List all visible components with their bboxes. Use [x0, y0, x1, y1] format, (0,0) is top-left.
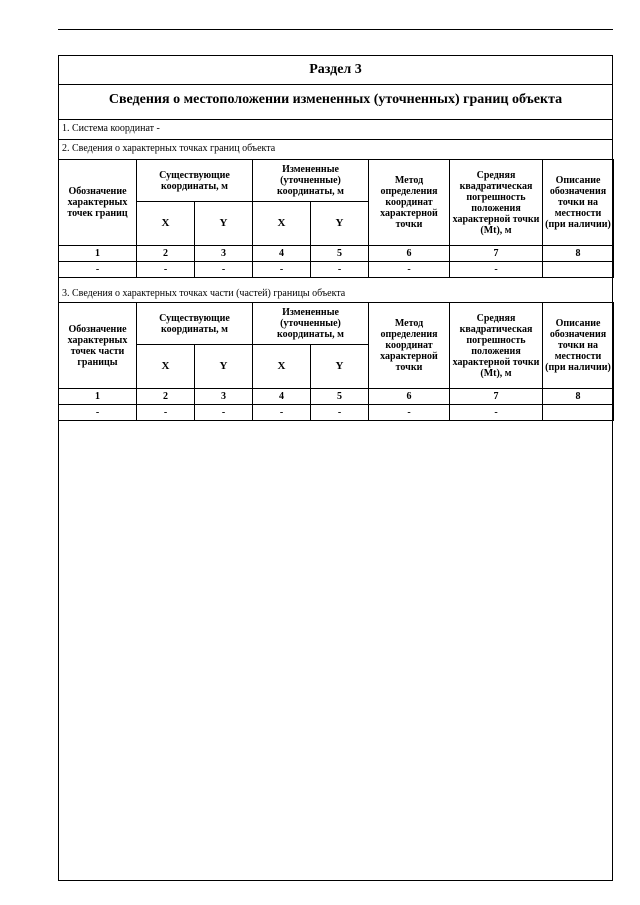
column-number: 1 — [59, 389, 137, 405]
column-number: 6 — [369, 389, 450, 405]
section-title: Раздел 3 — [309, 62, 362, 77]
table-row — [59, 262, 614, 278]
table-cell — [543, 262, 614, 278]
header-x-changed: X — [253, 345, 311, 389]
table-cell: - — [311, 405, 369, 421]
table-cell: - — [450, 405, 543, 421]
header-designation: Обозначение характерных точек границ — [59, 160, 137, 246]
header-y-existing: Y — [195, 345, 253, 389]
header-x-changed: X — [253, 202, 311, 246]
header-y-existing: Y — [195, 202, 253, 246]
column-number: 8 — [543, 389, 614, 405]
header-y-changed: Y — [311, 345, 369, 389]
table-cell — [543, 405, 614, 421]
table-cell: - — [369, 405, 450, 421]
column-number: 8 — [543, 246, 614, 262]
table-cell: - — [253, 405, 311, 421]
column-number: 5 — [311, 389, 369, 405]
header-error: Средняя квадратическая погрешность положения характерной точки (Mt), м — [450, 160, 543, 246]
divider — [59, 139, 612, 140]
column-number: 2 — [137, 246, 195, 262]
header-method: Метод определения координат характерной точки — [369, 303, 450, 389]
table2 — [58, 302, 614, 421]
header-x-existing: X — [137, 345, 195, 389]
header-rule — [58, 29, 613, 30]
header-description: Описание обозначения точки на местности (при наличии) — [543, 303, 614, 389]
column-number-row — [59, 389, 614, 405]
table1 — [58, 159, 614, 278]
table-cell: - — [195, 262, 253, 278]
table-cell: - — [450, 262, 543, 278]
table-cell: - — [253, 262, 311, 278]
coordinate-system-line: 1. Система координат - — [62, 123, 160, 134]
column-number: 4 — [253, 389, 311, 405]
column-number: 2 — [137, 389, 195, 405]
table2-caption: 3. Сведения о характерных точках части (частей) границы объекта — [62, 288, 346, 299]
header-method: Метод определения координат характерной точки — [369, 160, 450, 246]
table-row — [59, 405, 614, 421]
column-number: 5 — [311, 246, 369, 262]
column-number: 7 — [450, 389, 543, 405]
header-x-existing: X — [137, 202, 195, 246]
table-cell: - — [369, 262, 450, 278]
header-changed-coords: Измененные (уточненные) координаты, м — [253, 303, 369, 345]
section-frame — [58, 55, 613, 881]
column-number: 6 — [369, 246, 450, 262]
divider — [59, 119, 612, 120]
table-cell: - — [137, 262, 195, 278]
header-y-changed: Y — [311, 202, 369, 246]
table-cell: - — [59, 405, 137, 421]
header-designation: Обозначение характерных точек части границы — [59, 303, 137, 389]
column-number: 3 — [195, 389, 253, 405]
section-subtitle: Сведения о местоположении измененных (уточненных) границ объекта — [108, 92, 563, 107]
header-existing-coords: Существующие координаты, м — [137, 160, 253, 202]
header-changed-coords: Измененные (уточненные) координаты, м — [253, 160, 369, 202]
column-number: 4 — [253, 246, 311, 262]
column-number: 7 — [450, 246, 543, 262]
table-cell: - — [59, 262, 137, 278]
table-cell: - — [195, 405, 253, 421]
column-number-row — [59, 246, 614, 262]
header-description: Описание обозначения точки на местности (при наличии) — [543, 160, 614, 246]
table-cell: - — [137, 405, 195, 421]
column-number: 1 — [59, 246, 137, 262]
divider — [59, 84, 612, 85]
table1-caption: 2. Сведения о характерных точках границ объекта — [62, 143, 276, 154]
header-error: Средняя квадратическая погрешность положения характерной точки (Mt), м — [450, 303, 543, 389]
header-existing-coords: Существующие координаты, м — [137, 303, 253, 345]
column-number: 3 — [195, 246, 253, 262]
table-cell: - — [311, 262, 369, 278]
